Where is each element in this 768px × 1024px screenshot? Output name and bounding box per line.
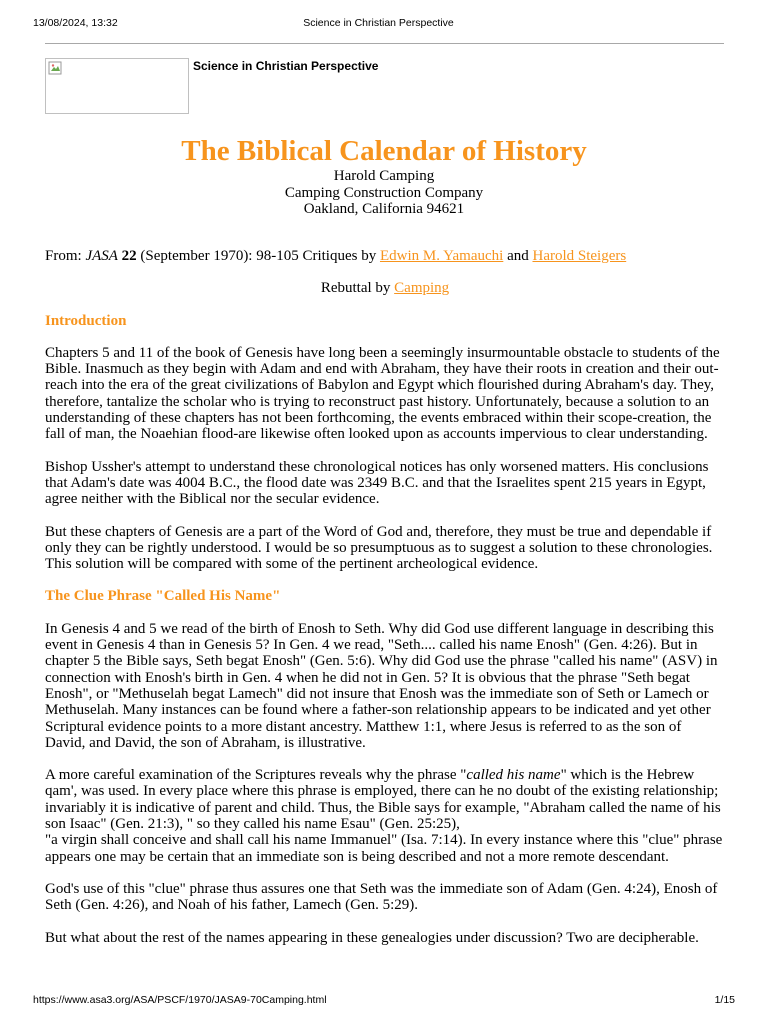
article-title: The Biblical Calendar of History <box>181 135 587 167</box>
print-datetime: 13/08/2024, 13:32 <box>33 17 118 29</box>
paragraph: In Genesis 4 and 5 we read of the birth of Enosh to Seth. Why did God use different language in describing this event in Genesis 4 than in Genesis 5? In Gen. 4 we read, "Seth.... called his name Enosh" (Gen. 4:26). But in chapter 5 the Bible says, Seth begat Enosh" (Gen. 5:6). Why did God use the phrase "called his name" (ASV) in connection with Enosh's birth in Gen. 4 when he did not in Gen. 5? It is obvious that the phrase "Seth begat Enosh", or "Methuselah begat Lamech" did not insure that Enosh was the immediate son of Seth or Lamech or Methuselah. Many instances can be found where a father-son relationship appears to be indicated and yet other Scriptural evidence points to a more distant ancestry. Matthew 1:1, where Jesus is referred to as the son of David, and David, the son of Abraham, is illustrative. <box>45 620 718 751</box>
paragraph: But what about the rest of the names appearing in these genealogies under discussion? Two are decipherable. <box>45 929 699 946</box>
page-number: 1/15 <box>714 994 735 1006</box>
print-url: https://www.asa3.org/ASA/PSCF/1970/JASA9-70Camping.html <box>33 994 327 1006</box>
print-footer <box>33 994 735 1008</box>
rebuttal-link-camping[interactable]: Camping <box>394 280 450 297</box>
article-body <box>45 248 725 962</box>
journal-name: JASA <box>85 248 118 264</box>
author-location: Oakland, California 94621 <box>303 201 465 217</box>
author-block <box>0 168 768 218</box>
paragraph: God's use of this "clue" phrase thus assures one that Seth was the immediate son of Adam (Gen. 4:24), Enosh of Seth (Gen. 4:26), and Noah of his father, Lamech (Gen. 5:29). <box>45 880 718 914</box>
section-heading-clue-phrase: The Clue Phrase "Called His Name" <box>45 588 281 605</box>
paragraph: A more careful examination of the Scriptures reveals why the phrase "called his name" which is the Hebrew qam', was used. In every place where this phrase is employed, there can he no doubt of the existing relationship; invariably it is indicative of parent and child. Thus, the Bible says for example, "Abraham called the name of his son Isaac" (Gen. 21:3), " so they called his name Esau" (Gen. 25:25), "a virgin shall conceive and shall call his name Immanuel" (Isa. 7:14). In every instance where this "clue" phrase appears one may be certain that an immediate son is being described and not a more remote descendant. <box>45 767 723 865</box>
critic-link-yamauchi[interactable]: Edwin M. Yamauchi <box>379 248 504 264</box>
paragraph: Chapters 5 and 11 of the book of Genesis have long been a seemingly insurmountable obstacle to students of the Bible. Inasmuch as they begin with Adam and end with Abraham, they have their roots in creation and their out-reach into the era of the great civilizations of Babylon and Egypt which flourished during Abraham's day. They, therefore, tantalize the scholar who is trying to reconstruct past history. Unfortunately, because a solution to an understanding of these chapters has not been forthcoming, the events embraced within their scope-creation, the fall of man, the Noaehian flood-are likewise often looked upon as accounts impervious to clear understanding. <box>45 344 720 443</box>
paragraph: But these chapters of Genesis are a part of the Word of God and, therefore, they must be true and dependable if only they can be rightly understood. I would be so presumptuous as to suggest a solution to these chronologies. This solution will be compared with some of the pertinent archeological evidence. <box>45 523 713 573</box>
section-heading-introduction: Introduction <box>45 312 127 329</box>
print-page-title: Science in Christian Perspective <box>303 17 454 29</box>
journal-volume: 22 <box>121 248 137 264</box>
site-name: Science in Christian Perspective <box>193 59 379 73</box>
header-divider <box>45 43 724 44</box>
site-logo-image <box>45 58 189 114</box>
author-affiliation: Camping Construction Company <box>284 184 484 201</box>
emphasis-phrase: called his name <box>466 767 561 784</box>
broken-image-icon <box>48 61 62 75</box>
rebuttal-line: Rebuttal by Camping <box>320 280 450 297</box>
author-name: Harold Camping <box>333 168 435 184</box>
print-header <box>33 17 724 31</box>
critic-link-steigers[interactable]: Harold Steigers <box>532 248 627 264</box>
paragraph: Bishop Ussher's attempt to understand these chronological notices has only worsened matters. His conclusions that Adam's date was 4004 B.C., the flood date was 2349 B.C. and that the Israelites spent 215 years in Egypt, agree neither with the Biblical nor the secular evidence. <box>45 458 709 508</box>
citation-line: From: JASA 22 (September 1970): 98-105 Critiques by Edwin M. Yamauchi and Harold Steigers <box>45 248 627 264</box>
